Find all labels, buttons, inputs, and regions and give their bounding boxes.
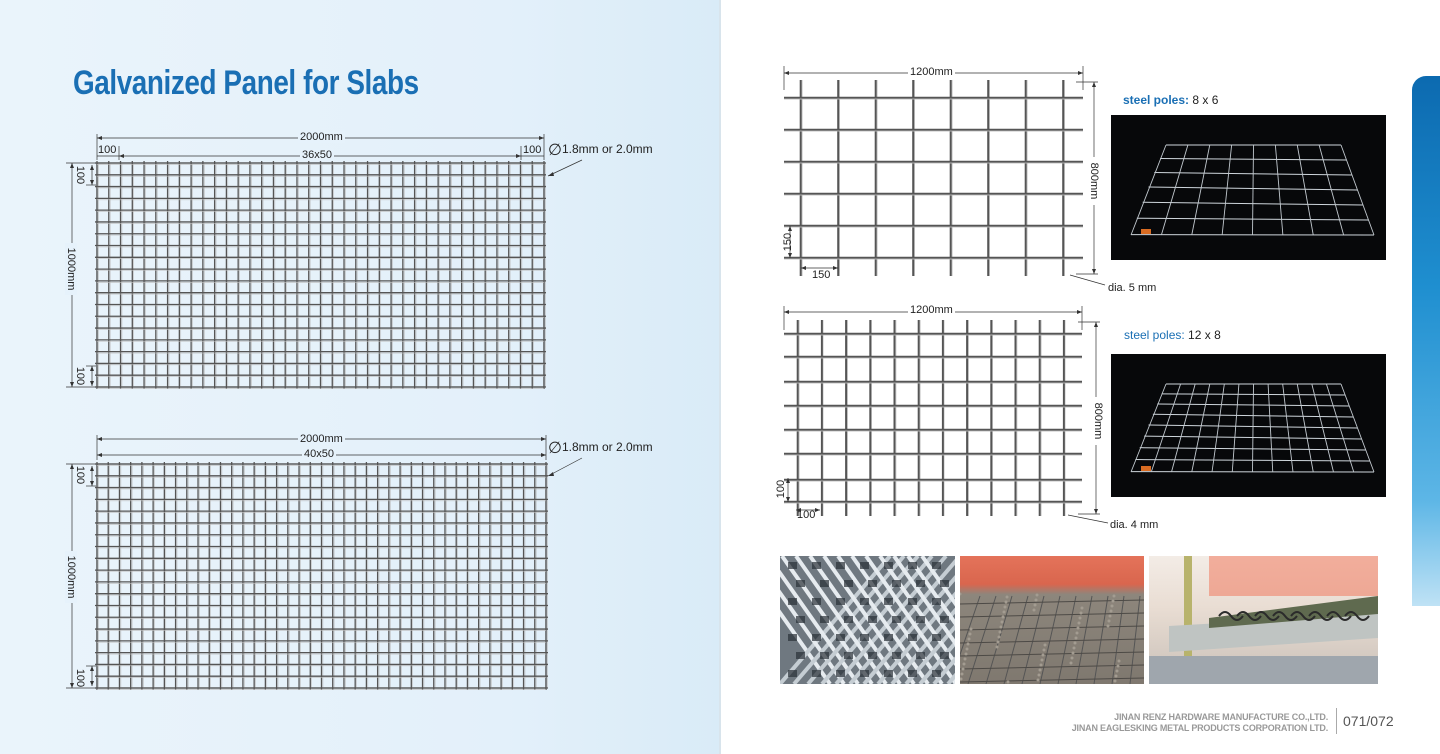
mesh-opening [820,580,829,587]
tag-marker [1141,466,1151,471]
mesh-opening [860,634,869,641]
mesh1-poles-key: steel poles: [1123,93,1190,107]
mesh-opening [836,562,845,569]
panel2-edge-bottom-label: 100 [74,668,86,688]
concrete-speck [1042,654,1045,657]
mesh-opening [868,580,877,587]
concrete-speck [964,658,967,661]
mesh-opening [884,562,893,569]
panel2-edge-top-label: 100 [74,465,86,485]
rebar [960,665,1144,669]
mesh-opening [796,580,805,587]
side-tab [1412,76,1440,606]
mesh-opening [932,634,941,641]
concrete-speck [969,633,972,636]
mesh-opening [884,670,893,677]
concrete-speck [1007,681,1010,684]
mesh-opening [860,670,869,677]
concrete-speck [963,663,966,666]
mesh-opening [812,670,821,677]
mesh-opening [812,598,821,605]
concrete-speck [1114,680,1117,683]
mesh-opening [796,652,805,659]
panel1-edge-left-label: 100 [98,144,117,156]
mesh-wire [1253,384,1254,472]
mesh-opening [916,616,925,623]
rebar [1040,596,1060,684]
mesh1-width-label: 1200mm [910,66,953,78]
mesh2-photo-mesh [1131,384,1374,472]
concrete-speck [1040,664,1043,667]
panel2-wire-value: 1.8mm or 2.0mm [561,440,653,454]
concrete-speck [966,648,969,651]
concrete-speck [1107,625,1110,628]
mesh-opening [820,652,829,659]
concrete-speck [1110,610,1113,613]
concrete-speck [1044,644,1047,647]
panel1-height-label: 1000mm [65,243,77,295]
concrete-speck [1038,674,1041,677]
concrete-speck [998,636,1001,639]
mesh-opening [836,634,845,641]
mesh-opening [940,616,949,623]
mesh-opening [868,616,877,623]
concrete-speck [1109,615,1112,618]
red-wall [1209,556,1378,596]
arrow-head [1077,310,1082,314]
concrete-speck [1041,659,1044,662]
floor-heating-section [1149,556,1378,684]
mesh-opening [884,634,893,641]
concrete-speck [967,643,970,646]
mesh-opening [812,562,821,569]
panel2-width-label: 2000mm [300,433,343,445]
mesh-opening [836,598,845,605]
mesh-opening [788,598,797,605]
mesh-opening [844,652,853,659]
mesh-opening [788,562,797,569]
mesh-wire [1297,384,1313,472]
concrete-speck [1080,612,1083,615]
concrete-speck [1112,600,1115,603]
footer-line2: JINAN EAGLESKING METAL PRODUCTS CORPORATION LTD. [1071,723,1328,733]
mesh-wire [1268,384,1273,472]
concrete-speck [1003,611,1006,614]
mesh-opening [892,616,901,623]
mesh2-grid [784,320,1082,516]
concrete-speck [1079,617,1082,620]
mesh-wire [1192,384,1210,472]
concrete-speck [1113,595,1116,598]
concrete-speck [1071,657,1074,660]
diameter-icon: ∅ [548,142,562,159]
rebar [960,600,1144,604]
concrete-speck [1072,652,1075,655]
page-title: Galvanized Panel for Slabs [73,64,419,102]
mesh-wire [1151,384,1180,472]
mesh-opening [932,670,941,677]
mesh2-spacing-h-label: 100 [797,509,816,521]
concrete-speck [1005,601,1008,604]
concrete-speck [965,653,968,656]
mesh-opening [860,562,869,569]
mesh1-height-label: 800mm [1088,157,1100,205]
concrete-speck [1002,616,1005,619]
concrete-speck [1036,594,1039,597]
concrete-speck [1115,675,1118,678]
mesh-opening [860,598,869,605]
arrow-head [784,310,789,314]
mesh-opening [796,616,805,623]
mesh-opening [932,598,941,605]
concrete-speck [1111,605,1114,608]
mesh2-photo [1111,354,1386,497]
concrete-speck [1118,660,1121,663]
concrete-mesh [960,593,1144,685]
mesh-wire [1232,384,1239,472]
concrete-speck [1001,621,1004,624]
mesh1-spacing-h-label: 150 [812,269,831,281]
diameter-icon: ∅ [548,440,562,457]
mesh-opening [916,580,925,587]
leader-line [1068,515,1108,523]
concrete-speck [968,638,971,641]
rebar [960,613,1144,617]
mesh-opening [844,616,853,623]
concrete-speck [1081,607,1084,610]
mesh2-height-label: 800mm [1092,397,1104,445]
arrow-head [815,508,820,512]
rebar [1058,596,1076,684]
mesh-opening [884,598,893,605]
mesh-opening [940,580,949,587]
concrete-pour-photo [960,556,1144,684]
mesh2-poles-key: steel poles: [1124,328,1185,342]
panel1-width-label: 2000mm [300,131,343,143]
mesh-opening [940,652,949,659]
concrete-speck [1108,620,1111,623]
mesh-opening [820,616,829,623]
mesh2-dia-label: dia. 4 mm [1110,519,1159,531]
rebar [960,639,1144,643]
footer-company [1072,712,1328,734]
rebar [1130,596,1140,684]
mesh2-poles-value: 12 x 8 [1188,328,1221,342]
concrete-speck [999,631,1002,634]
lower-structure [1149,656,1378,684]
mesh-opening [836,670,845,677]
panel2-height-label: 1000mm [65,551,77,603]
concrete-speck [1077,627,1080,630]
panel2-spacing-label: 40x50 [304,448,334,460]
panel1-spacing-label: 36x50 [302,149,332,161]
mesh2-width-label: 1200mm [910,304,953,316]
concrete-speck [996,646,999,649]
mesh1-spacing-v-label: 150 [782,232,794,252]
arrow-head [1094,509,1098,514]
mesh2-poles-label [1124,328,1221,342]
mesh-opening [908,634,917,641]
concrete-speck [1037,679,1040,682]
concrete-speck [962,668,965,671]
concrete-speck [1043,649,1046,652]
concrete-speck [1070,662,1073,665]
mesh-opening [908,562,917,569]
mesh1-dia-label: dia. 5 mm [1108,282,1157,294]
concrete-speck [1075,637,1078,640]
rebar [968,596,996,684]
panel1-wire-value: 1.8mm or 2.0mm [561,142,653,156]
mesh-opening [908,670,917,677]
mesh-opening [788,670,797,677]
panel1-edge-right-label: 100 [523,144,542,156]
mesh-opening [892,580,901,587]
concrete-speck [960,593,962,596]
floor-heating-photo [1149,556,1378,684]
arrow-head [1094,322,1098,327]
concrete-speck [970,628,973,631]
mesh-wire [1212,384,1224,472]
mesh-opening [932,562,941,569]
mesh-opening [916,652,925,659]
concrete-speck [997,641,1000,644]
mesh2-spacing-v-label: 100 [775,479,787,499]
footer-line1: JINAN RENZ HARDWARE MANUFACTURE CO.,LTD. [1114,712,1328,722]
mesh-wire [1283,384,1293,472]
mesh-closeup-photo [780,556,955,684]
panel1-edge-top-label: 100 [74,165,86,185]
mesh-opening [844,580,853,587]
concrete-speck [1039,669,1042,672]
mesh-opening [788,634,797,641]
closeup-mesh [780,556,955,684]
mesh1-poles-value: 8 x 6 [1192,93,1219,107]
concrete-speck [960,678,963,681]
concrete-speck [1034,604,1037,607]
concrete-speck [961,673,964,676]
concrete-speck [1004,606,1007,609]
concrete-speck [1116,670,1119,673]
concrete-speck [1006,596,1009,599]
concrete-speck [1074,642,1077,645]
mesh-wire [1172,384,1196,472]
page-numbers: 071/072 [1336,708,1394,734]
concrete-speck [1000,626,1003,629]
mesh-opening [892,652,901,659]
concrete-speck [1035,599,1038,602]
concrete-speck [1073,647,1076,650]
concrete-speck [1117,665,1120,668]
mesh-opening [868,652,877,659]
mesh-opening [812,634,821,641]
panel1-edge-bottom-label: 100 [74,366,86,386]
mesh-opening [908,598,917,605]
concrete-speck [1078,622,1081,625]
concrete-speck [1033,609,1036,612]
concrete-speck [1076,632,1079,635]
mesh-wire [1131,384,1166,472]
